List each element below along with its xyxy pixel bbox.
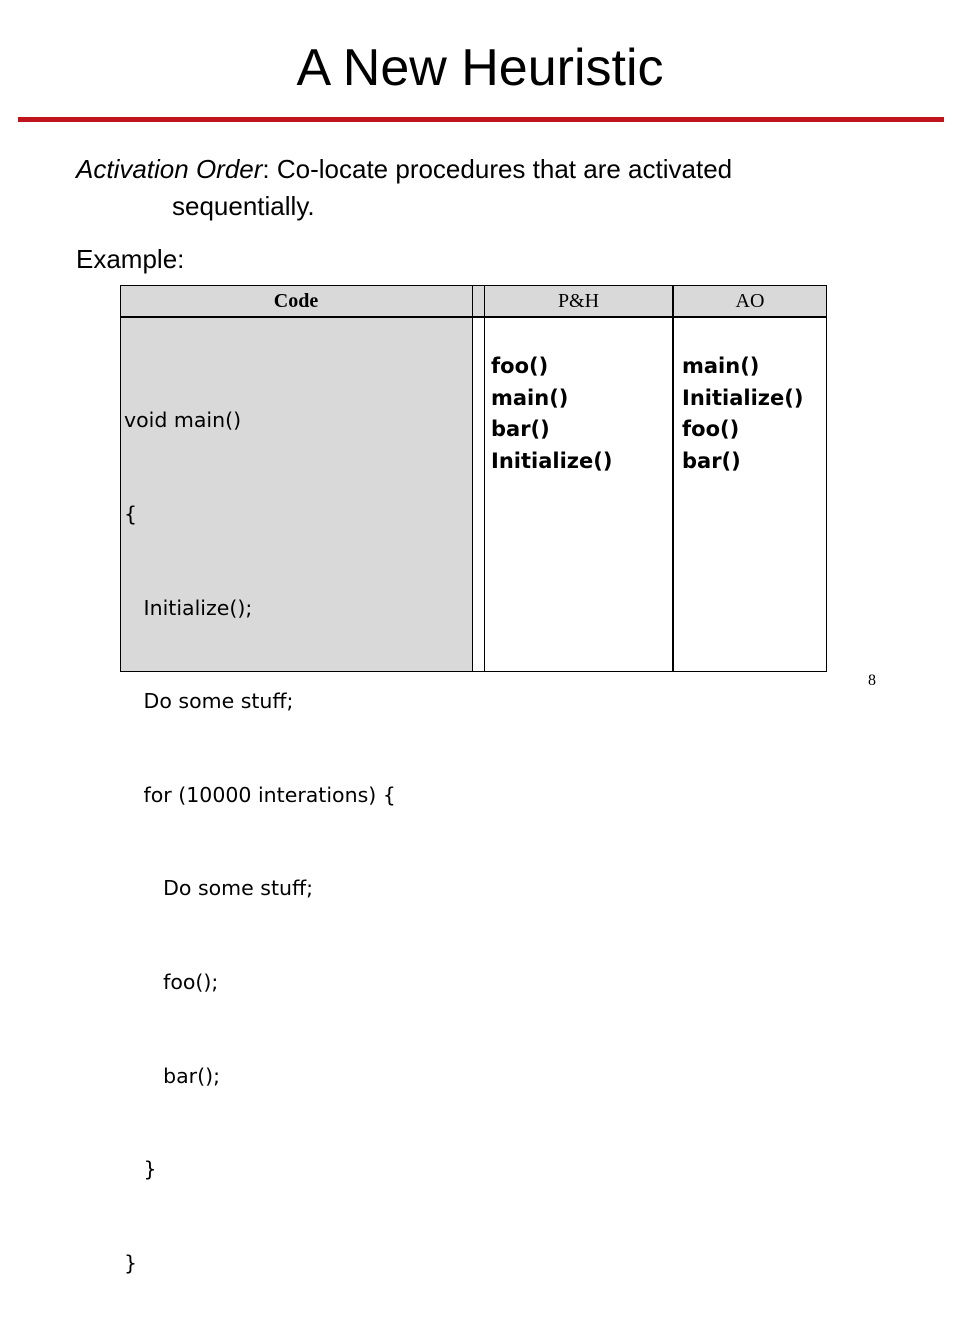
bullet-line1-text: Co-locate procedures that are activated	[276, 154, 733, 184]
ao-order-item: Initialize()	[682, 385, 804, 410]
slide-title: A New Heuristic	[296, 39, 664, 97]
code-line: {	[124, 502, 138, 526]
title-divider	[18, 117, 944, 122]
header-code: Code	[273, 290, 319, 312]
code-line: Initialize();	[124, 595, 253, 620]
header-ph: P&H	[557, 290, 600, 312]
header-ao: AO	[735, 290, 765, 312]
table-border-right	[826, 285, 827, 672]
code-line: for (10000 interations) {	[124, 782, 396, 807]
bullet-line-2: sequentially.	[172, 191, 315, 221]
column-divider-1	[472, 285, 473, 672]
page-number: 8	[868, 672, 876, 689]
ph-order-item: Initialize()	[491, 448, 613, 473]
bullet-line-1	[76, 154, 732, 184]
ao-order-item: bar()	[682, 448, 741, 473]
bullet-separator: :	[262, 154, 277, 184]
table-header-row	[120, 285, 827, 318]
ao-order-item: foo()	[682, 417, 740, 441]
code-line: Do some stuff;	[124, 876, 314, 901]
ao-order-item: main()	[682, 354, 760, 378]
code-line: foo();	[124, 969, 219, 994]
code-line: void main()	[124, 408, 242, 433]
example-table	[120, 285, 828, 1275]
code-line: }	[124, 1250, 138, 1275]
ph-order-item: main()	[491, 385, 569, 410]
code-line: }	[124, 1157, 157, 1182]
ph-order-item: bar()	[491, 417, 550, 441]
bullet-text	[76, 151, 886, 225]
example-label: Example:	[76, 244, 185, 274]
ph-order-list	[491, 351, 612, 477]
code-listing	[124, 343, 396, 1341]
ph-order-item: foo()	[491, 354, 549, 378]
code-line: bar();	[124, 1063, 221, 1088]
column-divider-3	[672, 285, 674, 672]
column-divider-2	[484, 285, 485, 672]
ao-order-list	[682, 351, 803, 477]
bullet-term: Activation Order	[76, 154, 263, 184]
code-line: Do some stuff;	[124, 689, 294, 714]
table-border-left	[120, 285, 121, 672]
